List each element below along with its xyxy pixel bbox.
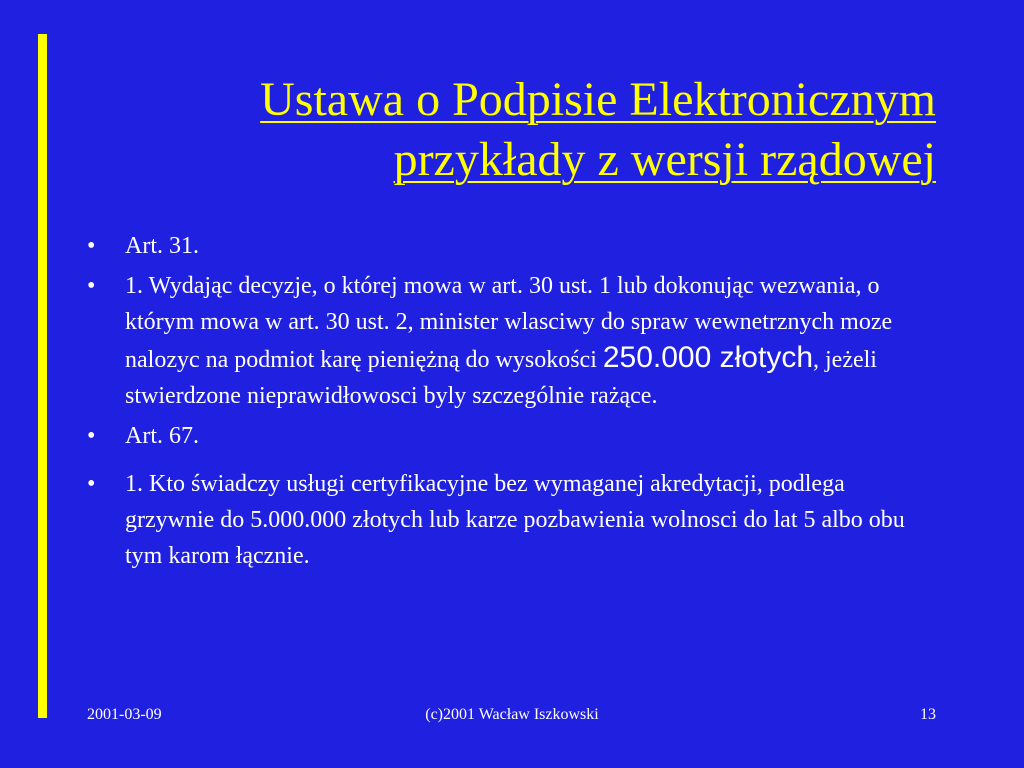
bullet-marker: • bbox=[87, 423, 96, 449]
bullet-marker: • bbox=[87, 471, 96, 497]
bullet-item-art-31 bbox=[87, 228, 927, 264]
bullet-text: 1. Kto świadczy usługi certyfikacyjne bez wymaganej akredytacji, podlega grzywnie do 5.000.000 złotych lub karze pozbawienia wolnosci do lat 5 albo obu tym karom łącznie. bbox=[125, 471, 905, 569]
title-line-1: Ustawa o Podpisie Elektronicznym bbox=[260, 73, 936, 126]
bullet-marker: • bbox=[87, 273, 96, 299]
bullet-list bbox=[87, 228, 927, 578]
footer-date: 2001-03-09 bbox=[87, 706, 162, 723]
slide-title bbox=[96, 70, 936, 190]
accent-bar bbox=[38, 34, 47, 718]
title-line-2: przykłady z wersji rządowej bbox=[393, 133, 936, 186]
bullet-marker: • bbox=[87, 233, 96, 259]
footer-page-number: 13 bbox=[920, 706, 936, 723]
bullet-item-art-67 bbox=[87, 418, 927, 454]
bullet-text: Art. 67. bbox=[125, 423, 199, 449]
bullet-text-post: , jeżeli stwierdzone nieprawidłowosci byly szczególnie rażące. bbox=[125, 347, 877, 409]
bullet-text-amount: 250.000 złotych bbox=[602, 341, 814, 374]
bullet-item-art-67-par-1 bbox=[87, 466, 927, 574]
footer-author: (c)2001 Wacław Iszkowski bbox=[425, 706, 599, 723]
bullet-text: Art. 31. bbox=[125, 233, 199, 259]
bullet-text-pre: 1. Wydając decyzje, o której mowa w art. 30 ust. 1 lub dokonując wezwania, o którym mowa w art. 30 ust. 2, minister wlasciwy do spraw wewnetrznych moze nalozyc na podmiot karę pieniężną do wysokości bbox=[125, 273, 893, 373]
bullet-item-art-31-par-1 bbox=[87, 268, 927, 414]
